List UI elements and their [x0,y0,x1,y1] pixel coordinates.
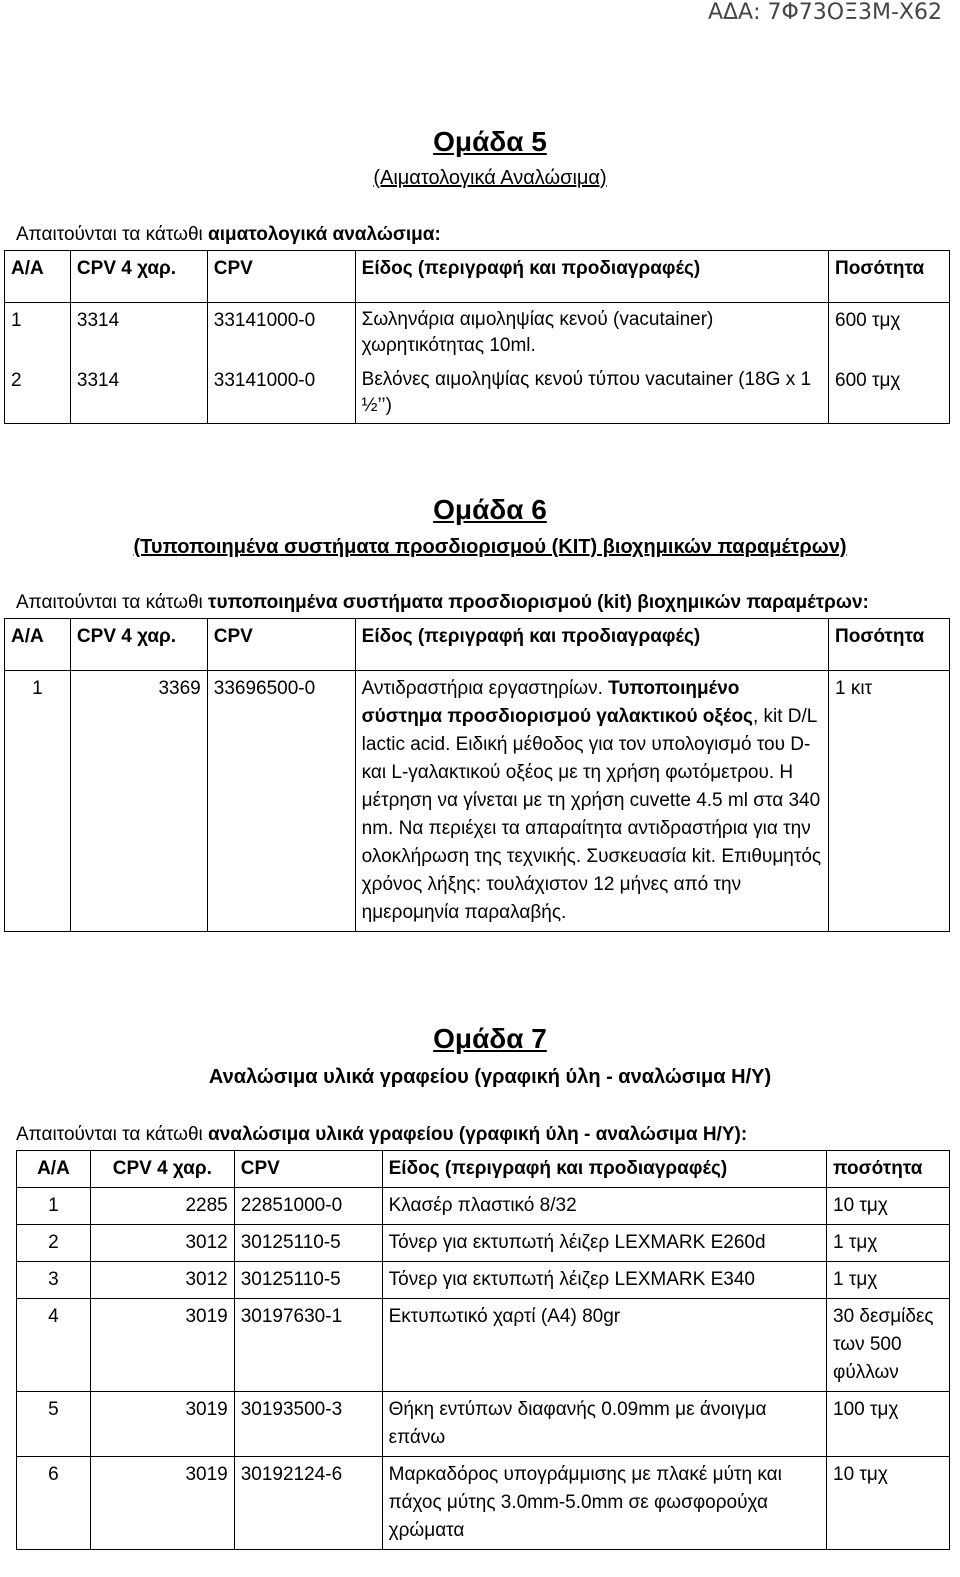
cell-description: Μαρκαδόρος υπογράμμισης με πλακέ μύτη και πάχος μύτης 3.0mm-5.0mm σε φωσφορούχα χρώματα [382,1457,826,1550]
cell-cpv: 22851000-0 [234,1188,382,1225]
table-header-row [17,1151,950,1188]
header-quantity: ποσότητα [827,1151,950,1188]
group-5-subtitle: (Αιματολογικά Αναλώσιμα) [373,167,607,189]
cell-cpv4: 3314 [70,303,207,364]
table-row [5,671,950,932]
table-row [17,1457,950,1550]
table-header-row [5,619,950,671]
cell-aa: 2 [5,363,71,424]
intro-text: Απαιτούνται τα κάτωθι [16,224,209,245]
header-description: Είδος (περιγραφή και προδιαγραφές) [382,1151,826,1188]
table-row [17,1299,950,1392]
cell-quantity: 30 δεσμίδες των 500 φύλλων [827,1299,950,1392]
group-5-intro [16,224,441,246]
cell-quantity: 1 κιτ [829,671,950,932]
cell-aa: 4 [17,1299,91,1392]
group-7-title: Ομάδα 7 [433,1023,547,1054]
cell-description: Κλασέρ πλαστικό 8/32 [382,1188,826,1225]
header-aa: Α/Α [5,251,71,303]
header-description: Είδος (περιγραφή και προδιαγραφές) [355,619,828,671]
table-row [5,363,950,424]
document-code: ΑΔΑ: 7Φ73ΟΞ3Μ-Χ62 [707,0,942,25]
description-text: , kit D/L lactic acid. Ειδική μέθοδος για τον υπολογισμό του D- και L-γαλακτικού οξέος με τη χρήση φωτόμετρου. Η μέτρηση να γίνεται με τη χρήση cuvette 4.5 ml στα 340 nm. Να περιέχει τα απαραίτητα αντιδραστήρια για την ολοκλήρωση της τεχνικής. Συσκευασία kit. Επιθυμητός χρόνος λήξης: τουλάχιστον 12 μήνες από την ημερομηνία παραλαβής. [361,706,822,923]
cell-quantity: 1 τμχ [827,1262,950,1299]
cell-cpv4: 3019 [90,1299,234,1392]
group-5-title: Ομάδα 5 [433,126,547,157]
cell-description: Σωληνάρια αιμοληψίας κενού (vacutainer) χωρητικότητας 10ml. [355,303,828,364]
header-cpv: CPV [234,1151,382,1188]
group-5-table [4,250,950,424]
table-row [5,303,950,364]
cell-description: Τόνερ για εκτυπωτή λέιζερ LEXMARK E260d [382,1225,826,1262]
cell-description: Θήκη εντύπων διαφανής 0.09mm με άνοιγμα επάνω [382,1392,826,1457]
cell-cpv4: 3012 [90,1225,234,1262]
cell-cpv4: 3019 [90,1392,234,1457]
cell-cpv: 30193500-3 [234,1392,382,1457]
cell-cpv4: 3019 [90,1457,234,1550]
header-cpv4: CPV 4 χαρ. [70,619,207,671]
cell-description: Τόνερ για εκτυπωτή λέιζερ LEXMARK E340 [382,1262,826,1299]
cell-cpv: 30197630-1 [234,1299,382,1392]
header-aa: Α/Α [17,1151,91,1188]
table-row [17,1262,950,1299]
intro-bold-text: τυποποιημένα συστήματα προσδιορισμού (kit) βιοχημικών παραμέτρων: [208,592,869,613]
cell-description: Εκτυπωτικό χαρτί (Α4) 80gr [382,1299,826,1392]
cell-cpv: 30192124-6 [234,1457,382,1550]
group-6-subtitle: (Τυποποιημένα συστήματα προσδιορισμού (ΚΙΤ) βιοχημικών παραμέτρων) [133,536,847,558]
cell-aa: 1 [17,1188,91,1225]
cell-aa: 5 [17,1392,91,1457]
cell-quantity: 600 τμχ [829,303,950,364]
cell-cpv4: 3314 [70,363,207,424]
cell-quantity: 100 τμχ [827,1392,950,1457]
group-7-table [16,1150,950,1550]
header-cpv4: CPV 4 χαρ. [90,1151,234,1188]
group-6-title: Ομάδα 6 [433,494,547,525]
description-text: Αντιδραστήρια εργαστηρίων. [361,678,609,699]
group-6-intro [16,592,869,614]
table-row [17,1225,950,1262]
intro-text: Απαιτούνται τα κάτωθι [16,1124,209,1145]
cell-cpv: 33141000-0 [207,363,355,424]
cell-cpv: 30125110-5 [234,1262,382,1299]
intro-text: Απαιτούνται τα κάτωθι [16,592,209,613]
table-header-row [5,251,950,303]
cell-quantity: 10 τμχ [827,1188,950,1225]
cell-cpv4: 3369 [70,671,207,932]
cell-cpv: 33141000-0 [207,303,355,364]
header-quantity: Ποσότητα [829,619,950,671]
cell-aa: 1 [5,303,71,364]
intro-bold-text: αναλώσιμα υλικά γραφείου (γραφική ύλη - αναλώσιμα Η/Υ): [208,1124,748,1145]
header-quantity: Ποσότητα [829,251,950,303]
cell-quantity: 1 τμχ [827,1225,950,1262]
cell-aa: 1 [5,671,71,932]
cell-aa: 6 [17,1457,91,1550]
cell-description: Βελόνες αιμοληψίας κενού τύπου vacutainer (18G x 1 ½’’) [355,363,828,424]
cell-quantity: 600 τμχ [829,363,950,424]
description-bold-text: Τυποποιημένο σύστημα προσδιορισμού γαλακτικού οξέος [361,678,753,727]
header-cpv4: CPV 4 χαρ. [70,251,207,303]
cell-aa: 3 [17,1262,91,1299]
table-row [17,1188,950,1225]
header-description: Είδος (περιγραφή και προδιαγραφές) [355,251,828,303]
header-aa: Α/Α [5,619,71,671]
group-7-intro [16,1124,747,1146]
table-row [17,1392,950,1457]
intro-bold-text: αιματολογικά αναλώσιμα: [208,224,441,245]
cell-quantity: 10 τμχ [827,1457,950,1550]
cell-cpv4: 2285 [90,1188,234,1225]
cell-aa: 2 [17,1225,91,1262]
cell-description [355,671,828,932]
header-cpv: CPV [207,619,355,671]
cell-cpv: 33696500-0 [207,671,355,932]
cell-cpv4: 3012 [90,1262,234,1299]
cell-cpv: 30125110-5 [234,1225,382,1262]
group-7-subtitle: Αναλώσιμα υλικά γραφείου (γραφική ύλη - αναλώσιμα Η/Υ) [208,1066,772,1088]
group-6-table [4,618,950,932]
header-cpv: CPV [207,251,355,303]
